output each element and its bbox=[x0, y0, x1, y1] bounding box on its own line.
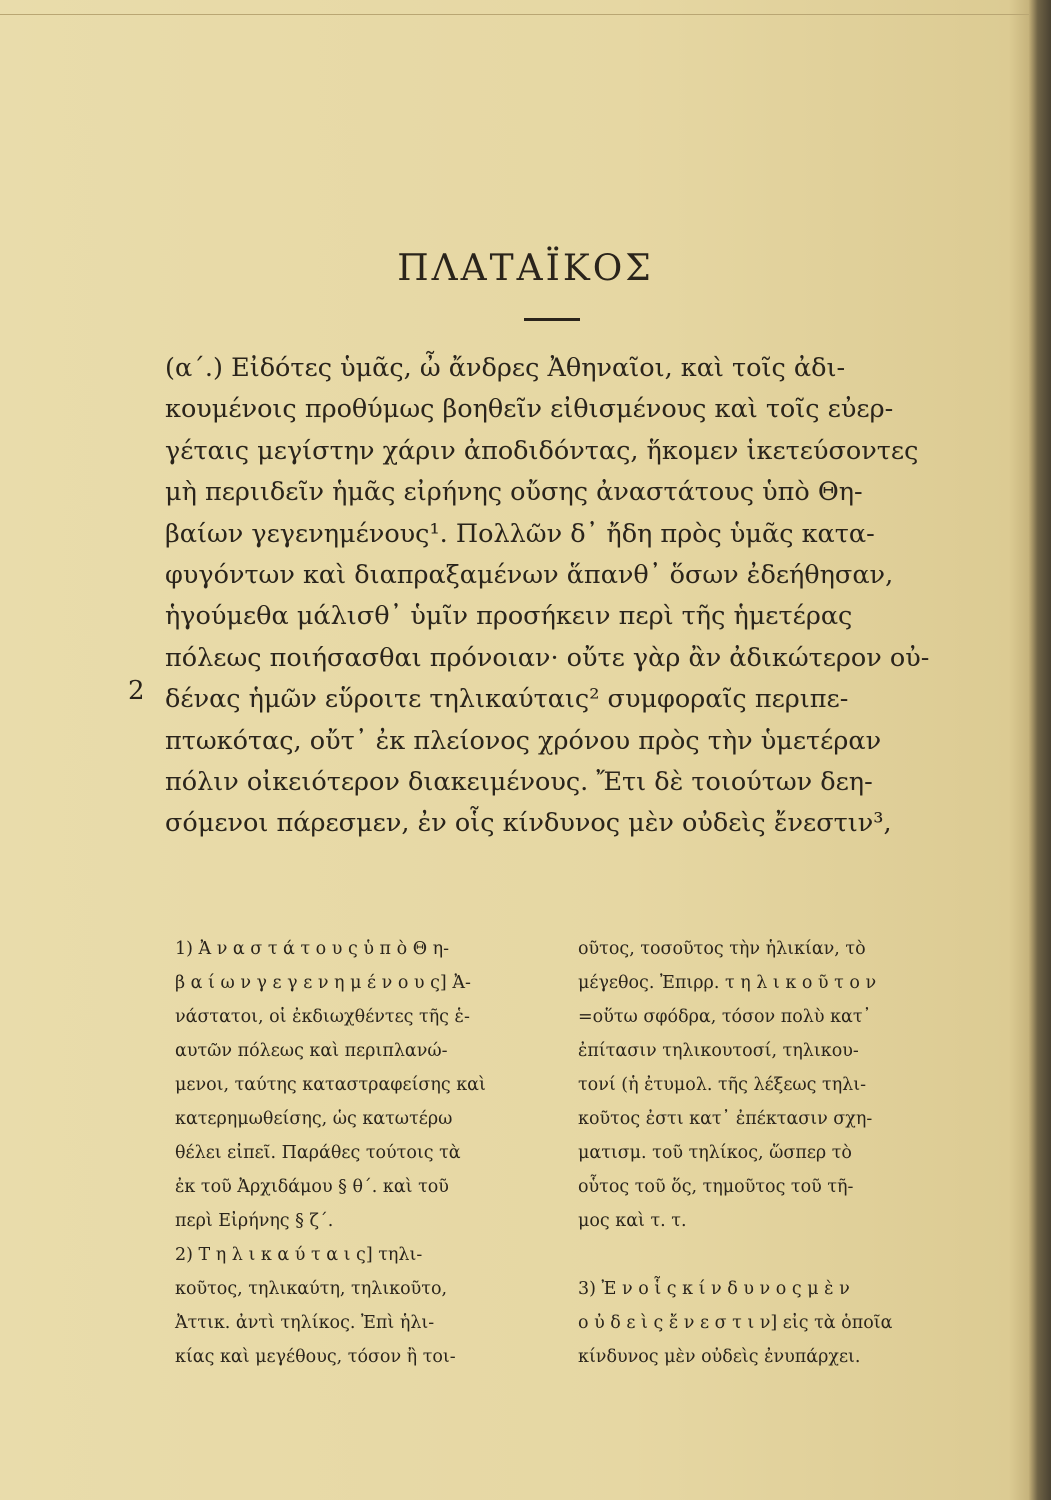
title-divider bbox=[524, 318, 580, 321]
body-line: πόλιν οἰκειότερον διακειμένους. Ἔτι δὲ τοιούτων δεη- bbox=[165, 767, 873, 798]
body-line: μὴ περιιδεῖν ἡμᾶς εἰρήνης οὔσης ἀναστάτους ὑπὸ Θη- bbox=[165, 477, 863, 508]
body-line: κουμένοις προθύμως βοηθεῖν εἰθισμένους καὶ τοῖς εὐερ- bbox=[165, 394, 894, 425]
body-line: φυγόντων καὶ διαπραξαμένων ἅπανθ᾽ ὅσων ἐδεήθησαν, bbox=[165, 560, 894, 591]
page-title: ΠΛΑΤΑΪΚΟΣ bbox=[397, 248, 654, 289]
body-line: πτωκότας, οὔτ᾽ ἐκ πλείονος χρόνου πρὸς τὴν ὑμετέραν bbox=[165, 725, 882, 756]
footnote-line: Ἀττικ. ἀντὶ τηλίκος. Ἐπὶ ἡλι- bbox=[175, 1313, 435, 1333]
body-line: σόμενοι πάρεσμεν, ἐν οἷς κίνδυνος μὲν οὐδεὶς ἔνεστιν³, bbox=[165, 808, 892, 839]
footnote-line: κοῦτος, τηλικαύτη, τηλικοῦτο, bbox=[175, 1279, 448, 1299]
footnote-line: 2) Τ η λ ι κ α ύ τ α ι ς] τηλι- bbox=[175, 1245, 423, 1265]
page-top-edge bbox=[0, 0, 1051, 15]
footnote-line: τονί (ἡ ἐτυμολ. τῆς λέξεως τηλι- bbox=[578, 1075, 867, 1095]
footnote-line: 1) Ἀ ν α σ τ ά τ ο υ ς ὑ π ὸ Θ η- bbox=[175, 939, 450, 959]
footnote-line: θέλει εἰπεῖ. Παράθες τούτοις τὰ bbox=[175, 1143, 461, 1163]
body-line: γέταις μεγίστην χάριν ἀποδιδόντας, ἥκομεν ἱκετεύσοντες bbox=[165, 435, 919, 466]
footnote-line: ἐπίτασιν τηλικουτοσί, τηλικου- bbox=[578, 1041, 859, 1061]
footnote-line: μέγεθος. Ἐπιρρ. τ η λ ι κ ο ῦ τ ο ν bbox=[578, 973, 877, 993]
footnote-line: 3) Ἐ ν ο ἷ ς κ ί ν δ υ ν ο ς μ ὲ ν bbox=[578, 1279, 850, 1299]
book-spine-shadow bbox=[1029, 0, 1051, 1500]
footnote-line: =οὕτω σφόδρα, τόσον πολὺ κατ᾽ bbox=[578, 1007, 872, 1027]
footnote-line: νάστατοι, οἱ ἐκδιωχθέντες τῆς ἑ- bbox=[175, 1007, 470, 1027]
main-text bbox=[165, 348, 965, 845]
footnote-line: κίας καὶ μεγέθους, τόσον ἢ τοι- bbox=[175, 1347, 456, 1367]
footnotes-left-column bbox=[175, 932, 560, 1374]
body-line: (α΄.) Εἰδότες ὑμᾶς, ὦ ἄνδρες Ἀθηναῖοι, καὶ τοῖς ἀδι- bbox=[165, 353, 846, 383]
footnote-line: αυτῶν πόλεως καὶ περιπλανώ- bbox=[175, 1041, 448, 1061]
footnote-spacer bbox=[578, 1238, 963, 1272]
footnote-line: κατερημωθείσης, ὡς κατωτέρω bbox=[175, 1109, 453, 1129]
footnote-line: β α ί ω ν γ ε γ ε ν η μ έ ν ο υ ς] Ἀ- bbox=[175, 973, 471, 993]
body-line: βαίων γεγενημένους¹. Πολλῶν δ᾽ ἤδη πρὸς ὑμᾶς κατα- bbox=[165, 518, 875, 549]
footnote-line: ο ὐ δ ε ὶ ς ἔ ν ε σ τ ι ν] εἰς τὰ ὁποῖα bbox=[578, 1313, 893, 1333]
footnote-line: ματισμ. τοῦ τηλίκος, ὥσπερ τὸ bbox=[578, 1143, 852, 1163]
footnote-line: κίνδυνος μὲν οὐδεὶς ἐνυπάρχει. bbox=[578, 1347, 861, 1367]
footnote-line: περὶ Εἰρήνης § ζ΄. bbox=[175, 1211, 334, 1231]
body-line: ἡγούμεθα μάλισθ᾽ ὑμῖν προσήκειν περὶ τῆς ἡμετέρας bbox=[165, 601, 853, 632]
footnote-line: ἐκ τοῦ Ἀρχιδάμου § θ΄. καὶ τοῦ bbox=[175, 1177, 449, 1197]
footnote-line: οῦτος, τοσοῦτος τὴν ἡλικίαν, τὸ bbox=[578, 939, 866, 959]
footnote-line: μος καὶ τ. τ. bbox=[578, 1211, 687, 1231]
body-line: πόλεως ποιήσασθαι πρόνοιαν· οὔτε γὰρ ἂν ἀδικώτερον οὐ- bbox=[165, 642, 930, 673]
footnote-line: κοῦτος ἐστι κατ᾽ ἐπέκτασιν σχη- bbox=[578, 1109, 873, 1129]
footnotes-right-column bbox=[578, 932, 963, 1374]
footnote-line: οὗτος τοῦ ὅς, τημοῦτος τοῦ τῆ- bbox=[578, 1177, 854, 1197]
margin-section-number: 2 bbox=[128, 676, 145, 706]
footnote-line: μενοι, ταύτης καταστραφείσης καὶ bbox=[175, 1075, 486, 1095]
body-line: δένας ἡμῶν εὕροιτε τηλικαύταις² συμφοραῖς περιπε- bbox=[165, 684, 849, 715]
